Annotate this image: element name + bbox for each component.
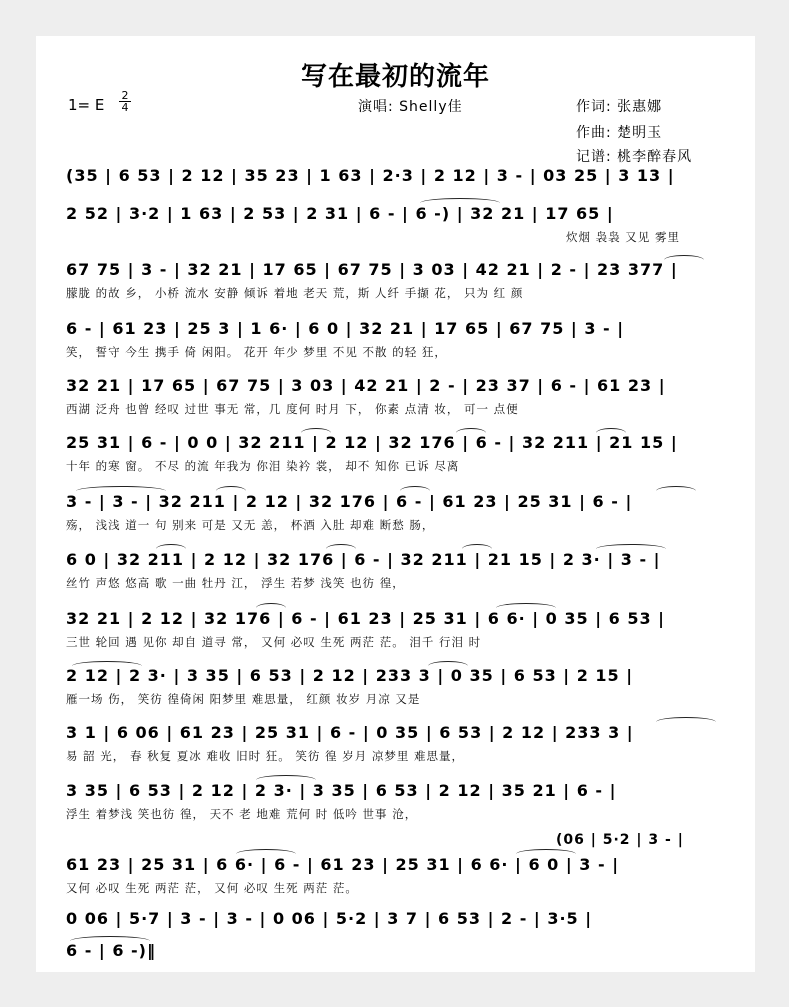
slur-arc bbox=[456, 428, 486, 438]
lyric-line: 炊烟 袅袅 又见 雾里 bbox=[566, 230, 680, 244]
notation-line-ending: (06 | 5·2 | 3 - | bbox=[556, 832, 684, 848]
time-sig-top: 2 bbox=[121, 89, 129, 102]
slur-arc bbox=[462, 544, 492, 554]
notation-line: 0 06 | 5·7 | 3 - | 3 - | 0 06 | 5·2 | 3 7 | 6 53 | 2 - | 3·5 | bbox=[66, 909, 593, 928]
composer: 作曲: 楚明玉 bbox=[576, 125, 663, 141]
lyric-line: 雁一场 伤， 笑彷 徨倚闲 阳梦里 难思量， 红颜 妆岁 月凉 又是 bbox=[66, 692, 421, 706]
slur-arc bbox=[156, 544, 186, 554]
slur-arc bbox=[326, 544, 356, 554]
lyric-line: 朦胧 的故 乡， 小桥 流水 安静 倾诉 着地 老天 荒，斯 人纤 手撷 花， 只为 红 颜 bbox=[66, 286, 524, 300]
slur-arc bbox=[400, 486, 430, 496]
lyric-line: 易 韶 光， 春 秋复 夏冰 难收 旧时 狂。 笑彷 徨 岁月 凉梦里 难思量， bbox=[66, 749, 465, 763]
slur-arc bbox=[70, 936, 150, 946]
notation-line: 2 52 | 3·2 | 1 63 | 2 53 | 2 31 | 6 - | 6 -) | 32 21 | 17 65 | bbox=[66, 204, 614, 223]
slur-arc bbox=[428, 661, 468, 671]
key-signature: 1= E bbox=[68, 96, 105, 114]
lyric-line: 西湖 泛舟 也曾 经叹 过世 事无 常，几 度何 时月 下， 你素 点清 妆， 可一 点便 bbox=[66, 402, 519, 416]
notation-line: 25 31 | 6 - | 0 0 | 32 211 | 2 12 | 32 176 | 6 - | 32 211 | 21 15 | bbox=[66, 433, 678, 452]
notation-line: (35 | 6 53 | 2 12 | 35 23 | 1 63 | 2·3 | 2 12 | 3 - | 03 25 | 3 13 | bbox=[66, 166, 675, 185]
transcriber: 记谱: 桃李醉春风 bbox=[576, 149, 693, 165]
slur-arc bbox=[256, 775, 316, 785]
slur-arc bbox=[216, 486, 246, 496]
notation-line: 6 - | 6 -)‖ bbox=[66, 941, 156, 960]
slur-arc bbox=[656, 717, 716, 727]
slur-arc bbox=[656, 486, 696, 496]
notation-line: 6 - | 61 23 | 25 3 | 1 6· | 6 0 | 32 21 | 17 65 | 67 75 | 3 - | bbox=[66, 319, 625, 338]
time-signature bbox=[119, 90, 131, 113]
slur-arc bbox=[420, 198, 500, 208]
lyric-line: 十年 的寒 窗。 不尽 的流 年我为 你泪 染衿 裳， 却不 知你 已诉 尽离 bbox=[66, 459, 460, 473]
slur-arc bbox=[496, 603, 556, 613]
notation-line: 32 21 | 17 65 | 67 75 | 3 03 | 42 21 | 2 - | 23 37 | 6 - | 61 23 | bbox=[66, 376, 666, 395]
slur-arc bbox=[76, 486, 166, 496]
slur-arc bbox=[596, 428, 626, 438]
score-page bbox=[36, 36, 755, 972]
notation-line: 3 1 | 6 06 | 61 23 | 25 31 | 6 - | 0 35 | 6 53 | 2 12 | 233 3 | bbox=[66, 723, 634, 742]
notation-line: 6 0 | 32 211 | 2 12 | 32 176 | 6 - | 32 211 | 21 15 | 2 3· | 3 - | bbox=[66, 550, 661, 569]
song-title: 写在最初的流年 bbox=[300, 62, 490, 92]
lyric-line: 笑， 誓守 今生 携手 倚 闲阳。 花开 年少 梦里 不见 不散 的轻 狂， bbox=[66, 345, 447, 359]
notation-line: 61 23 | 25 31 | 6 6· | 6 - | 61 23 | 25 31 | 6 6· | 6 0 | 3 - | bbox=[66, 855, 620, 874]
slur-arc bbox=[236, 849, 296, 859]
lyric-line: 又何 必叹 生死 两茫 茫， 又何 必叹 生死 两茫 茫。 bbox=[66, 881, 358, 895]
singer: 演唱: Shelly佳 bbox=[358, 99, 463, 115]
lyric-line: 殇， 浅浅 道一 句 别来 可是 又无 恙， 杯酒 入肚 却难 断愁 肠， bbox=[66, 518, 435, 532]
lyric-line: 丝竹 声悠 悠高 歌 一曲 牡丹 江， 浮生 若梦 浅笑 也彷 徨， bbox=[66, 576, 405, 590]
slur-arc bbox=[72, 661, 142, 671]
lyric-line: 三世 轮回 遇 见你 却自 道寻 常， 又何 必叹 生死 两茫 茫。 泪千 行泪 时 bbox=[66, 635, 482, 649]
slur-arc bbox=[256, 603, 286, 613]
slur-arc bbox=[596, 544, 666, 554]
slur-arc bbox=[516, 849, 576, 859]
notation-line: 32 21 | 2 12 | 32 176 | 6 - | 61 23 | 25 31 | 6 6· | 0 35 | 6 53 | bbox=[66, 609, 665, 628]
time-sig-bottom: 4 bbox=[119, 101, 131, 113]
lyric-line: 浮生 着梦浅 笑也彷 徨， 天不 老 地难 荒何 时 低吟 世事 沧， bbox=[66, 807, 418, 821]
notation-line: 2 12 | 2 3· | 3 35 | 6 53 | 2 12 | 233 3 | 0 35 | 6 53 | 2 15 | bbox=[66, 666, 634, 685]
notation-line: 67 75 | 3 - | 32 21 | 17 65 | 67 75 | 3 03 | 42 21 | 2 - | 23 377 | bbox=[66, 260, 678, 279]
notation-line: 3 35 | 6 53 | 2 12 | 2 3· | 3 35 | 6 53 | 2 12 | 35 21 | 6 - | bbox=[66, 781, 617, 800]
lyricist: 作词: 张惠娜 bbox=[576, 99, 663, 115]
notation-line: 3 - | 3 - | 32 211 | 2 12 | 32 176 | 6 - | 61 23 | 25 31 | 6 - | bbox=[66, 492, 633, 511]
slur-arc bbox=[664, 255, 704, 265]
slur-arc bbox=[301, 428, 331, 438]
